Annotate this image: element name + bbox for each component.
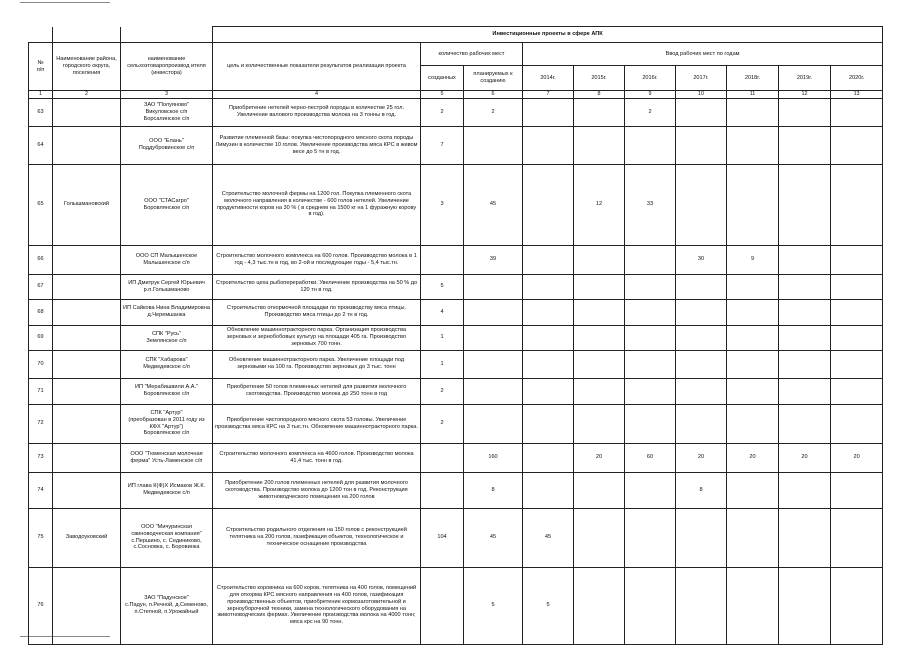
row-investor: ЗАО "Полуяново" Викуловское с/п Борсалинское с/п	[121, 98, 213, 126]
table-row	[29, 404, 883, 443]
table-row	[29, 508, 883, 567]
row-number: 70	[29, 350, 53, 378]
row-year-value	[779, 299, 831, 325]
row-goal: Обновление машиннотракторного парка. Организация производства зерновых и зернобобовых культур на площади 405 га. Производство зерновых 700 тонн.	[213, 325, 421, 350]
table-row	[29, 274, 883, 299]
table-row	[29, 299, 883, 325]
row-year-value	[779, 325, 831, 350]
row-year-value	[779, 245, 831, 274]
row-year-value: 20	[779, 443, 831, 472]
row-investor: ИП Дмитрук Сергей Юрьевич р.п.Голышманово	[121, 274, 213, 299]
row-year-value	[676, 350, 727, 378]
row-year-value: 33	[625, 164, 676, 245]
row-district	[53, 443, 121, 472]
row-year-value	[676, 325, 727, 350]
row-year-value	[625, 378, 676, 404]
row-year-value	[727, 325, 779, 350]
row-year-value: 45	[523, 508, 574, 567]
row-year-value	[779, 126, 831, 164]
column-number: 5	[421, 91, 464, 99]
row-district	[53, 98, 121, 126]
row-year-value	[676, 378, 727, 404]
header-created: созданных	[421, 66, 464, 91]
row-year-value	[831, 350, 883, 378]
row-year-value	[523, 404, 574, 443]
row-year-value	[574, 98, 625, 126]
row-planned	[464, 350, 523, 378]
row-year-value	[727, 508, 779, 567]
row-investor: ИП Сайкова Нина Владимировна д.Черемшанка	[121, 299, 213, 325]
row-year-value	[727, 126, 779, 164]
row-year-value	[727, 299, 779, 325]
row-goal: Строительство коровника на 600 коров, телятника на 400 голов, помещений для откорма КРС мясного направления на 400 голов, газификация производственных объектов, приобретение кормозаготовительной и зерноуборочной техники, замена технологического оборудования на животноводческих фермах. Увеличение производства молока на 4000 тонн; мяса крс на 90 тонн.	[213, 567, 421, 644]
investment-projects-table	[28, 26, 883, 645]
row-year-value	[574, 404, 625, 443]
row-year-value	[523, 378, 574, 404]
row-year-value	[676, 164, 727, 245]
row-year-value	[574, 567, 625, 644]
column-number: 12	[779, 91, 831, 99]
row-year-value	[779, 98, 831, 126]
header-year: 2014г.	[523, 66, 574, 91]
row-year-value	[727, 472, 779, 508]
row-planned	[464, 404, 523, 443]
header-intro: Ввод рабочих мест по годам	[523, 43, 883, 66]
row-number: 71	[29, 378, 53, 404]
row-created: 7	[421, 126, 464, 164]
row-district	[53, 299, 121, 325]
row-year-value	[625, 350, 676, 378]
table-row	[29, 350, 883, 378]
row-year-value: 5	[523, 567, 574, 644]
row-goal: Приобретение чистопородного мясного скота 53 головы. Увеличение производства мяса КРС на 3 тыс.тн. Обновление машиннотракторного парка.	[213, 404, 421, 443]
row-year-value: 20	[574, 443, 625, 472]
row-planned	[464, 325, 523, 350]
row-created: 2	[421, 98, 464, 126]
row-year-value	[727, 404, 779, 443]
row-created: 5	[421, 274, 464, 299]
row-district	[53, 472, 121, 508]
row-investor: ООО "СТАСагро" Боровлянское с/п	[121, 164, 213, 245]
row-year-value	[727, 378, 779, 404]
row-year-value: 60	[625, 443, 676, 472]
row-number: 67	[29, 274, 53, 299]
row-district	[53, 404, 121, 443]
table-row	[29, 443, 883, 472]
row-created: 2	[421, 378, 464, 404]
header-jobs: количество рабочих мест	[421, 43, 523, 66]
row-year-value	[676, 98, 727, 126]
row-number: 65	[29, 164, 53, 245]
row-district: Голышмановский	[53, 164, 121, 245]
row-goal: Приобретение 200 голов племенных нетелей для развития молочного скотоводства. Производство молока до 1200 тон в год. Реконструкция животноводческого помещения на 200 голов	[213, 472, 421, 508]
column-number: 3	[121, 91, 213, 99]
row-year-value	[574, 508, 625, 567]
row-year-value	[574, 245, 625, 274]
header-year: 2019г.	[779, 66, 831, 91]
column-number: 10	[676, 91, 727, 99]
row-number: 72	[29, 404, 53, 443]
row-planned: 160	[464, 443, 523, 472]
row-year-value	[779, 350, 831, 378]
row-created	[421, 443, 464, 472]
table-row	[29, 567, 883, 644]
row-year-value	[523, 274, 574, 299]
row-number: 63	[29, 98, 53, 126]
row-year-value	[779, 508, 831, 567]
row-year-value	[676, 404, 727, 443]
row-year-value	[523, 350, 574, 378]
row-year-value: 2	[625, 98, 676, 126]
row-goal: Строительство откормочной площадки по производству мяса птицы. Производство мяса птицы до 2 тн в год.	[213, 299, 421, 325]
table-row	[29, 245, 883, 274]
row-year-value	[831, 98, 883, 126]
row-year-value	[523, 98, 574, 126]
row-investor: ИП "Мерабишвили А.А." Боровлянское с/п	[121, 378, 213, 404]
row-year-value	[676, 299, 727, 325]
row-year-value: 20	[727, 443, 779, 472]
header-year: 2020г.	[831, 66, 883, 91]
row-year-value	[676, 274, 727, 299]
row-investor: ООО "Мичуринская свиноводческая компания" с.Першино, с. Сединиково, с.Сосновка, с. Боровинка	[121, 508, 213, 567]
row-investor: СПК "Артур" (преобразован в 2011 году из КФХ "Артур") Боровлянское с/п	[121, 404, 213, 443]
row-year-value	[676, 567, 727, 644]
row-planned: 45	[464, 508, 523, 567]
column-number: 2	[53, 91, 121, 99]
row-year-value	[625, 404, 676, 443]
row-planned: 45	[464, 164, 523, 245]
column-number: 11	[727, 91, 779, 99]
row-year-value	[523, 325, 574, 350]
row-number: 69	[29, 325, 53, 350]
column-number: 7	[523, 91, 574, 99]
column-number: 4	[213, 91, 421, 99]
row-planned: 5	[464, 567, 523, 644]
row-year-value: 30	[676, 245, 727, 274]
row-year-value	[625, 274, 676, 299]
header-num: № п/п	[29, 43, 53, 91]
row-goal: Развитие племенной базы: покупка чистопородного мясного скота породы Лимузин в количестве 10 голов. Увеличение производства мяса КРС в живом весе до 5 тн в год.	[213, 126, 421, 164]
table-row	[29, 126, 883, 164]
row-year-value	[625, 245, 676, 274]
row-year-value	[779, 472, 831, 508]
row-number: 64	[29, 126, 53, 164]
row-year-value	[676, 126, 727, 164]
row-year-value	[779, 567, 831, 644]
column-number: 13	[831, 91, 883, 99]
row-year-value	[574, 472, 625, 508]
row-year-value: 9	[727, 245, 779, 274]
row-planned: 2	[464, 98, 523, 126]
row-goal: Приобретение 50 голов племенных нетелей для развития молочного скотоводства. Производство молока до 250 тонн в год	[213, 378, 421, 404]
column-number: 6	[464, 91, 523, 99]
row-investor: ЗАО "Падунское" с.Падун, п.Речной, д.Семеново, п.Степной, п.Урожайный	[121, 567, 213, 644]
row-district	[53, 378, 121, 404]
row-planned	[464, 274, 523, 299]
row-goal: Строительство молочного комплекса на 600 голов. Производство молока в 1 год - 4,3 тыс.тн в год, во 2-ой и последующие годы - 5,4 тыс.тн.	[213, 245, 421, 274]
row-year-value	[727, 98, 779, 126]
header-planned: планируемых к созданию	[464, 66, 523, 91]
header-row-1	[29, 43, 883, 66]
row-created: 4	[421, 299, 464, 325]
row-year-value	[625, 472, 676, 508]
header-district: Наименование района, городского округа, поселения	[53, 43, 121, 91]
row-planned	[464, 126, 523, 164]
row-year-value	[831, 299, 883, 325]
row-year-value	[779, 274, 831, 299]
row-investor: ООО СП Малышенское Малышенское с/п	[121, 245, 213, 274]
row-goal: Строительство родильного отделения на 150 голов с реконструкцией телятника на 200 голов, газификация объектов, технологическое и техническое оснащение производства	[213, 508, 421, 567]
row-year-value	[727, 274, 779, 299]
row-year-value	[625, 508, 676, 567]
row-year-value	[625, 567, 676, 644]
row-year-value	[831, 126, 883, 164]
header-goal: цель и количественные показатели результатов реализации проекта	[213, 43, 421, 91]
row-goal: Строительство молочного комплекса на 4600 голов. Производство молока 41,4 тыс. тонн в год.	[213, 443, 421, 472]
row-planned: 39	[464, 245, 523, 274]
row-year-value	[574, 325, 625, 350]
row-district	[53, 350, 121, 378]
header-investor: наименование сельхозтоваропроизвод ителя (инвестора)	[121, 43, 213, 91]
row-year-value	[574, 378, 625, 404]
row-year-value: 20	[831, 443, 883, 472]
row-created	[421, 567, 464, 644]
row-created: 104	[421, 508, 464, 567]
row-year-value	[574, 299, 625, 325]
table-row	[29, 164, 883, 245]
row-district	[53, 325, 121, 350]
row-created	[421, 245, 464, 274]
row-investor: ООО "Тюменская молочная ферма" Усть-Ламенское с/п	[121, 443, 213, 472]
row-created: 1	[421, 350, 464, 378]
row-goal: Обновление машиннотракторного парка. Увеличение площади под зерновыми на 100 га. Производство зерновых до 3 тыс. тонн	[213, 350, 421, 378]
row-year-value	[831, 378, 883, 404]
table-row	[29, 472, 883, 508]
column-number: 8	[574, 91, 625, 99]
row-year-value	[831, 567, 883, 644]
row-goal: Строительство молочной фермы на 1200 гол. Покупка племенного скота молочного направления в количестве - 600 голов нетелей. Увеличение продуктивности коров на 30 % ( в среднем на 1500 кг на 1 фуражную корову в год).	[213, 164, 421, 245]
row-year-value	[676, 508, 727, 567]
row-year-value	[523, 126, 574, 164]
row-year-value	[831, 472, 883, 508]
row-year-value	[523, 472, 574, 508]
column-number-row	[29, 91, 883, 99]
row-year-value	[523, 164, 574, 245]
row-district	[53, 126, 121, 164]
row-created: 3	[421, 164, 464, 245]
row-investor: СПК "Хабарова" Медведевское с/п	[121, 350, 213, 378]
row-year-value: 20	[676, 443, 727, 472]
row-planned: 8	[464, 472, 523, 508]
row-number: 76	[29, 567, 53, 644]
row-year-value	[727, 350, 779, 378]
row-number: 68	[29, 299, 53, 325]
row-number: 73	[29, 443, 53, 472]
column-number: 1	[29, 91, 53, 99]
row-year-value	[574, 126, 625, 164]
table-title: Инвестиционные проекты в сфере АПК	[213, 27, 883, 43]
header-year: 2018г.	[727, 66, 779, 91]
row-district: Заводоуковский	[53, 508, 121, 567]
row-number: 66	[29, 245, 53, 274]
row-year-value	[779, 164, 831, 245]
row-number: 74	[29, 472, 53, 508]
row-district	[53, 245, 121, 274]
table-row	[29, 98, 883, 126]
row-year-value	[523, 245, 574, 274]
row-investor: ООО "Елань" Поддубровинское с/п	[121, 126, 213, 164]
row-year-value	[831, 508, 883, 567]
row-planned	[464, 378, 523, 404]
column-number: 9	[625, 91, 676, 99]
row-year-value	[831, 404, 883, 443]
row-district	[53, 567, 121, 644]
row-number: 75	[29, 508, 53, 567]
row-year-value	[727, 567, 779, 644]
row-year-value	[523, 443, 574, 472]
row-district	[53, 274, 121, 299]
row-year-value	[831, 274, 883, 299]
row-year-value	[727, 164, 779, 245]
row-planned	[464, 299, 523, 325]
row-year-value	[625, 325, 676, 350]
row-year-value	[831, 325, 883, 350]
header-year: 2015г.	[574, 66, 625, 91]
header-year: 2016г.	[625, 66, 676, 91]
row-year-value	[831, 245, 883, 274]
row-year-value	[574, 274, 625, 299]
row-year-value: 8	[676, 472, 727, 508]
row-created: 1	[421, 325, 464, 350]
row-goal: Строительство цеха рыбопереработки. Увеличение производства на 50 % до 120 тн в год.	[213, 274, 421, 299]
row-investor: СПК "Русь" Землянское с/п	[121, 325, 213, 350]
row-year-value	[625, 299, 676, 325]
row-year-value	[779, 404, 831, 443]
table-row	[29, 325, 883, 350]
header-year: 2017г.	[676, 66, 727, 91]
row-year-value	[574, 350, 625, 378]
row-year-value	[831, 164, 883, 245]
row-created	[421, 472, 464, 508]
row-year-value	[625, 126, 676, 164]
table-row	[29, 378, 883, 404]
row-year-value	[779, 378, 831, 404]
row-investor: ИП глава К(Ф)Х Исмаков Ж.К. Медведевское с/п	[121, 472, 213, 508]
row-year-value	[523, 299, 574, 325]
scan-edge-top	[20, 2, 110, 3]
row-year-value: 12	[574, 164, 625, 245]
row-goal: Приобретение нетелей черно-пестрой породы в количестве 25 гол. Увеличение валового производства молока на 3 тонны в год.	[213, 98, 421, 126]
row-created: 2	[421, 404, 464, 443]
title-row	[29, 27, 883, 43]
